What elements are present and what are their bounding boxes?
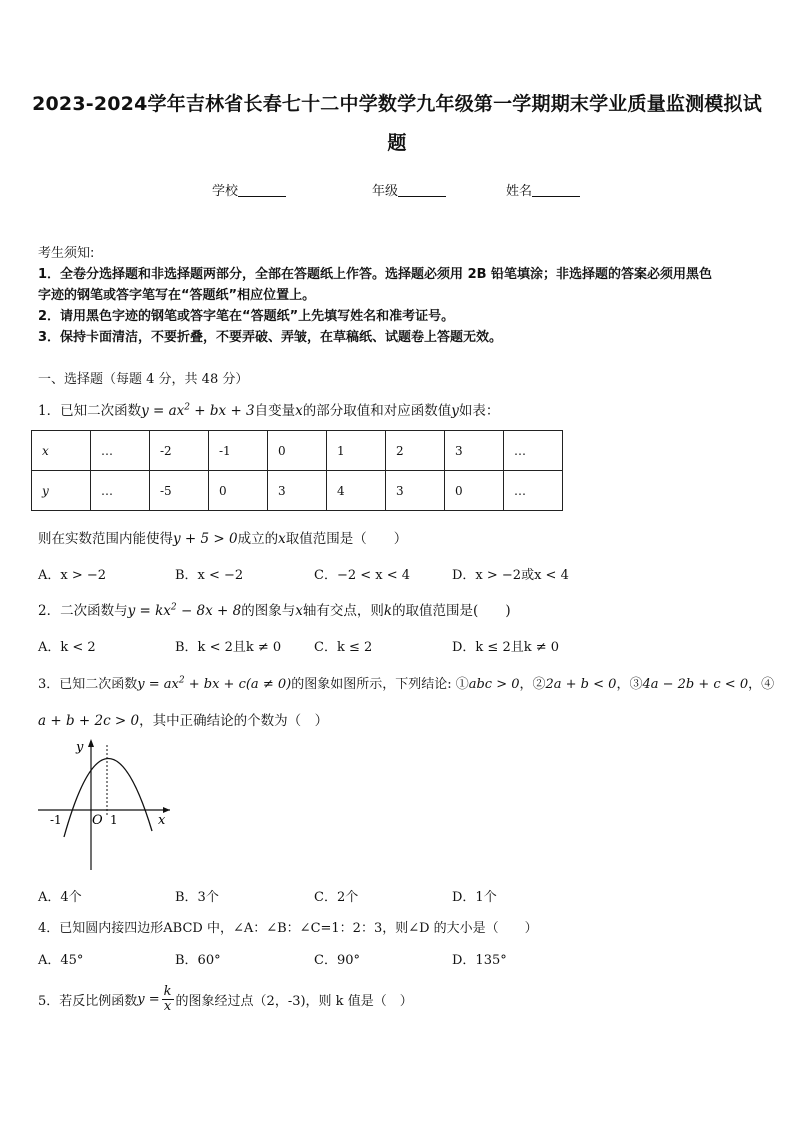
grade-field[interactable]: 年级 — [372, 180, 446, 199]
page-title-continued: 题 — [387, 132, 407, 154]
notice-item-2: 2．请用黑色字迹的钢笔或答字笔在“答题纸”上先填写姓名和准考证号。 — [38, 309, 455, 324]
q2-option-c[interactable]: C．k ≤ 2 — [314, 640, 373, 655]
q3-option-c[interactable]: C．2个 — [314, 890, 359, 905]
table-row-x — [32, 431, 563, 471]
table-cell: -1 — [209, 431, 268, 471]
q1-option-c[interactable]: C．−2 < x < 4 — [314, 568, 411, 583]
q1-option-b[interactable]: B．x < −2 — [175, 568, 244, 583]
table-cell: 2 — [386, 431, 445, 471]
school-field[interactable]: 学校 — [212, 180, 286, 199]
question-2: 2．二次函数与$y = kx^2 - 8x + 8$的图象与x轴有交点，则k的取值范围是( ) — [38, 602, 511, 619]
fraction-k-over-x: $\frac{k}{x}$ — [163, 984, 172, 1014]
origin-label: O — [92, 813, 103, 828]
parabola-curve — [64, 758, 152, 837]
q2-option-d[interactable]: D．k ≤ 2且k ≠ 0 — [452, 640, 560, 655]
q4-option-b[interactable]: B．60° — [175, 953, 221, 968]
notice-item-1-cont: 字迹的钢笔或答字笔写在“答题纸”相应位置上。 — [38, 288, 316, 303]
table-cell: 0 — [445, 471, 504, 511]
q1-option-a[interactable]: A．x > −2 — [38, 568, 107, 583]
table-cell: 4 — [327, 471, 386, 511]
tick-label-one: 1 — [110, 813, 118, 827]
table-cell: 1 — [327, 431, 386, 471]
question-1: 1．已知二次函数$y = ax^2$ + bx + 3自变量x的部分取值和对应函数值y如表： — [38, 402, 500, 419]
y-axis-arrow — [88, 739, 94, 747]
question-3-cont: a + b + 2c > 0，其中正确结论的个数为（ ） — [38, 713, 329, 729]
table-cell: … — [91, 431, 150, 471]
q1-option-d[interactable]: D．x > −2或x < 4 — [452, 568, 569, 583]
q4-option-d[interactable]: D．135° — [452, 953, 507, 968]
question-3: 3．已知二次函数$y = ax^2$ + bx + c(a ≠ 0)的图象如图所示，下列结论: ①abc > 0，②2a + b < 0，③4a − 2b + c < 0，④ — [38, 675, 775, 692]
value-table — [31, 430, 563, 511]
table-cell: … — [504, 431, 563, 471]
y-axis-label: y — [76, 740, 84, 755]
table-row-y — [32, 471, 563, 511]
table-cell: -2 — [150, 431, 209, 471]
question-1-condition: 则在实数范围内能使得y + 5 > 0成立的x取值范围是（ ） — [38, 531, 408, 547]
exam-notice — [38, 243, 760, 348]
notice-item-3: 3．保持卡面清洁，不要折叠，不要弄破、弄皱，在草稿纸、试题卷上答题无效。 — [38, 330, 503, 345]
notice-heading: 考生须知: — [38, 246, 95, 261]
tick-label-neg-one: -1 — [50, 813, 62, 827]
x-axis-label: x — [158, 813, 166, 828]
notice-item-1: 1．全卷分选择题和非选择题两部分，全部在答题纸上作答。选择题必须用 2B 铅笔填涂；非选择题的答案必须用黑色 — [38, 267, 713, 282]
section-heading: 一、选择题（每题 4 分，共 48 分） — [38, 372, 249, 387]
table-cell: 3 — [445, 431, 504, 471]
table-cell: 0 — [209, 471, 268, 511]
q3-option-a[interactable]: A．4个 — [38, 890, 82, 905]
table-cell: x — [32, 431, 91, 471]
table-cell: 3 — [386, 471, 445, 511]
question-5: 5．若反比例函数y = $\frac{k}{x}$ 的图象经过点（2，-3)，则 k 值是（ ） — [38, 984, 413, 1014]
q2-option-b[interactable]: B．k < 2且k ≠ 0 — [175, 640, 282, 655]
table-cell: 0 — [268, 431, 327, 471]
page-title: 2023-2024学年吉林省长春七十二中学数学九年级第一学期期末学业质量监测模拟试 — [32, 93, 762, 115]
table-cell: … — [91, 471, 150, 511]
table-cell: … — [504, 471, 563, 511]
parabola-graph — [30, 735, 180, 875]
table-cell: y — [32, 471, 91, 511]
table-cell: -5 — [150, 471, 209, 511]
q2-option-a[interactable]: A．k < 2 — [38, 640, 96, 655]
q4-option-a[interactable]: A．45° — [38, 953, 84, 968]
name-field[interactable]: 姓名 — [506, 180, 580, 199]
q4-option-c[interactable]: C．90° — [314, 953, 360, 968]
q3-option-b[interactable]: B．3个 — [175, 890, 219, 905]
q3-option-d[interactable]: D．1个 — [452, 890, 497, 905]
table-cell: 3 — [268, 471, 327, 511]
question-4: 4．已知圆内接四边形ABCD 中，∠A：∠B：∠C=1：2：3，则∠D 的大小是（ ） — [38, 921, 538, 936]
